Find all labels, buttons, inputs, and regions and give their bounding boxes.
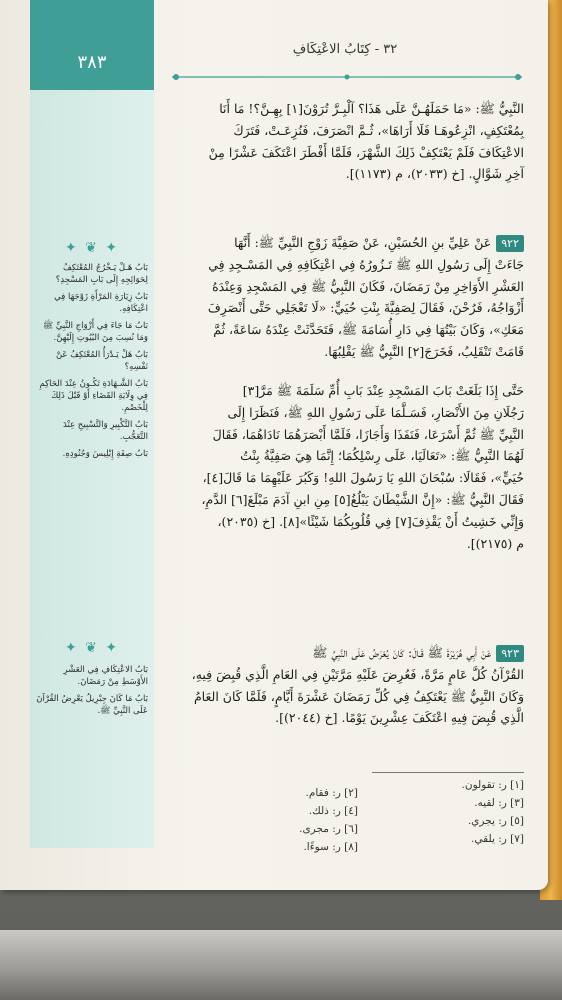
text-line: عَنْ عَلِيِّ بنِ الحُسَيْنِ، عَنْ صَفِيَّةَ زَوْجِ النَّبِيِّ ﷺ: أَنَّهَا: [234, 235, 492, 250]
footnotes-right-column: [462, 776, 524, 848]
text-line: وَكَانَ النَّبِيُّ ﷺ يَعْتَكِفُ فِي كُلِّ رَمَضَانَ عَشْرَةَ أَيَّامٍ، فَلَمَّا كَانَ العَامُ: [193, 688, 524, 704]
sidebar-entry: بَابُ زِيَارَةِ المَرْأَةِ زَوْجَهَا فِي اعْتِكَافِهِ.: [54, 292, 148, 314]
text-line: حَتَّى إِذَا بَلَغَتْ بَابَ المَسْجِدِ عِنْدَ بَابِ أُمِّ سَلَمَةَ ﷺ مَرَّ[٣]: [242, 383, 524, 398]
sidebar-ornament-2: ✦ ❦ ✦: [64, 640, 120, 656]
sidebar-entry: بَابُ التَّكْبِيرِ وَالتَّسْبِيحِ عِنْدَ التَّعَجُّبِ.: [62, 420, 148, 442]
footnote: [٤] ر: ذلك.: [308, 805, 358, 817]
text-line: العَشْرِ الأَوَاخِرِ مِنْ رَمَضَانَ، فَكَانَ النَّبِيُّ ﷺ فِي المَسْجِدِ وَعِنْدَهُ: [212, 278, 524, 294]
sidebar-ornament-1: ✦ ❦ ✦: [64, 240, 120, 256]
page-number-tab: [30, 0, 154, 90]
sidebar-entry: بَابُ مَا كَانَ جِبْرِيلُ يَعْرِضُ القُرْآنَ عَلَى النَّبِيِّ ﷺ.: [36, 694, 148, 716]
chapter-header: ٣٢ - كِتَابُ الاعْتِكَافِ: [292, 42, 398, 57]
hadith-922-continued: [168, 380, 524, 554]
text-line: رَجُلَانِ مِنَ الأَنْصَارِ، فَسَـلَّمَا عَلَى رَسُولِ اللهِ ﷺ، فَنَظَرَا إِلَى: [227, 404, 524, 420]
hadith-number-badge: ٩٢٢: [496, 235, 524, 252]
text-line: وَإِنِّي خَشِيتُ أَنْ يَقْذِفَ[٧] فِي قُلُوبِكُمَا شَيْئًا»[٨]. [خ (٢٠٣٥)،: [217, 513, 524, 529]
text-line: م (٢١٧٥)].: [466, 535, 524, 551]
text-line: لَهُمَا النَّبِيُّ ﷺ: «تَعَالَيَا، عَلَى رِسْلِكُمَا؛ إِنَّمَا هِيَ صَفِيَّةُ بِنْتُ: [240, 448, 524, 464]
text-line: جَاءَتْ إِلَى رَسُولِ اللهِ ﷺ تَـزُورُهُ فِي اعْتِكَافِهِ فِي المَسْـجِدِ فِي: [208, 256, 524, 272]
sidebar-entry: بَابُ صِفَةِ إِبْلِيسَ وَجُنُودِهِ.: [62, 449, 148, 459]
footnotes-left-column: [299, 784, 358, 856]
text-line: حُيَيٍّ»، فَقَالَا: سُبْحَانَ اللهِ يَا رَسُولَ اللهِ! وَكَبُرَ عَلَيْهِمَا مَا قَالَ[٤]،: [202, 470, 524, 486]
text-line: فَقَالَ النَّبِيُّ ﷺ: «إِنَّ الشَّيْطَانَ يَبْلُغُ[٥] مِنِ ابنِ آدَمَ مَبْلَغَ[٦] الدَّمِ،: [201, 491, 524, 507]
sidebar-entry: بَابُ هَـلْ يَـخْرُجُ المُعْتَكِفُ لِحَوَائِجِهِ إِلَى بَابِ المَسْجِدِ؟: [55, 263, 148, 285]
footnote: [١] ر: تقولون.: [461, 779, 524, 791]
sidebar-entry: بَابُ مَا جَاءَ فِي أَزْوَاجِ النَّبِيِّ ﷺ وَمَا نُسِبَ مِنَ البُيُوتِ إِلَيْهِنَّ.: [42, 321, 148, 343]
footnote: [٢] ر: فقام.: [305, 787, 358, 799]
text-line: عَنْ أَبِي هُرَيْرَةَ ﷺ قَـالَ: كَانَ يُعْرَضُ عَلَى النَّبِيِّ ﷺ: [312, 645, 492, 660]
sidebar-chapter-list-2: [36, 664, 148, 722]
footnote: [٣] ر: لقيه.: [474, 797, 524, 809]
sidebar-entry: بَابُ هَلْ يَـدْرَأُ المُعْتَكِفُ عَنْ نَفْسِهِ؟: [55, 350, 148, 372]
hadith-922: [168, 232, 524, 363]
footnote: [٦] ر: مجرى.: [299, 823, 358, 835]
text-line: قَامَتْ تَنْقَلِبُ، فَخَرَجَ[٢] النَّبِيُّ ﷺ يَقْلِبُهَا.: [324, 343, 524, 359]
header-ornament-rule: [172, 72, 522, 82]
footnote-separator: [372, 772, 524, 773]
text-line: الَّذِي قُبِضَ فِيهِ اعْتَكَفَ عِشْرِينَ يَوْمًا. [خ (٢٠٤٤)].: [275, 710, 524, 726]
sidebar-entry: بَابُ الاعْتِكَافِ فِي العَشْرِ الأَوْسَطِ مِنْ رَمَضَانَ.: [63, 665, 148, 687]
footnote: [٨] ر: سوءًا.: [303, 841, 358, 853]
text-line: القُرْآنُ كُلَّ عَامٍ مَرَّةً، فَعُرِضَ عَلَيْهِ مَرَّتَيْنِ فِي العَامِ الَّذِي قُبِضَ فِيهِ،: [191, 666, 524, 682]
footnote: [٥] ر: يجري.: [467, 815, 524, 827]
text-line: النَّبِيُّ ﷺ: «مَا حَمَلَهُـنَّ عَلَى هَذَا؟ آلْبِـرَّ تُرَوْنَ[١] بِهِـنَّ؟! مَا أَنَا: [219, 101, 524, 116]
hadith-923: [168, 642, 524, 729]
hadith-number-badge: ٩٢٣: [496, 645, 524, 662]
text-line: بِمُعْتَكِفٍ، انْزِعُوهَـا فَلَا أَرَاهَا»، ثُـمَّ انْصَرَفَ، فَنُزِعَـتْ، فَتَرَكَ: [233, 122, 524, 138]
text-line: النَّبِيِّ ﷺ ثُمَّ أَسْرَعَا، فَنَفَذَا وَأَجَازَا، فَلَمَّا أَبْصَرَهُمَا نَادَاهُمَا، فَقَالَ: [212, 426, 524, 442]
table-surface-bottom: [0, 930, 562, 1000]
sidebar-chapter-list-1: [36, 262, 148, 465]
text-line: أَزْوَاجُهُ، فَرُحْنَ، فَقَالَ لِصَفِيَّةَ بِنْتِ حُيَيٍّ: «لَا تَعْجَلِي حَتَّى أَنْصَرِفَ: [207, 300, 524, 316]
sidebar-entry: بَابُ الشَّـهَادَةِ تَكُـونُ عِنْدَ الحَاكِمِ فِي وِلَايَةِ القَضَاءِ أَوْ قَبْلَ ذَلِكَ لِلْخَصْمِ.: [39, 379, 148, 413]
text-line: الاعْتِكَافَ فَلَمْ يَعْتَكِفْ ذَلِكَ الشَّهْرَ، فَلَمَّا أَفْطَرَ اعْتَكَفَ عَشْرًا مِنْ: [208, 144, 524, 160]
text-line: مَعَكِ»، وَكَانَ بَيْتُهَا فِي دَارِ أُسَامَةَ ﷺ، فَتَحَدَّثَتْ عِنْدَهُ سَاعَةً، ثُمَّ: [213, 322, 524, 338]
text-line: آخِرِ شَوَّالٍ. [خ (٢٠٣٣)، م (١١٧٣)].: [345, 166, 524, 182]
footnote: [٧] ر: يلقي.: [471, 833, 524, 845]
page-number: ٣٨٣: [77, 52, 107, 73]
intro-text: [168, 98, 524, 185]
